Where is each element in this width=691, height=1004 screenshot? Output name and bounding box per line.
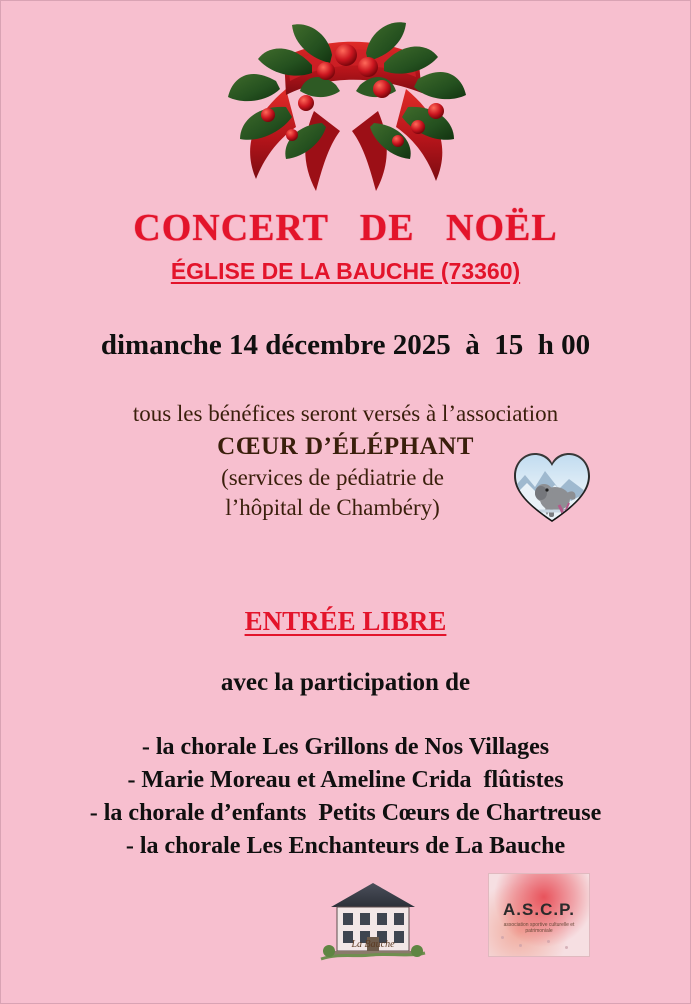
title-block bbox=[1, 206, 690, 285]
heart-icon bbox=[511, 449, 593, 525]
event-date: dimanche 14 décembre 2025 à 15 h 00 bbox=[100, 329, 591, 361]
page-title: CONCERT DE NOËL bbox=[133, 207, 558, 249]
association-detail-2: l’hôpital de Chambéry) bbox=[225, 495, 440, 520]
page-subtitle: ÉGLISE DE LA BAUCHE (73360) bbox=[170, 258, 521, 284]
association-name: CŒUR D’ÉLÉPHANT bbox=[217, 433, 474, 460]
free-entry-label: ENTRÉE LIBRE bbox=[244, 606, 447, 636]
list-item: - la chorale Les Enchanteurs de La Bauche bbox=[125, 833, 566, 859]
ascp-logo bbox=[488, 873, 590, 957]
association-intro: tous les bénéfices seront versés à l’association bbox=[132, 401, 559, 426]
performers-list bbox=[1, 734, 690, 866]
ascp-label: A.S.C.P. bbox=[503, 900, 575, 919]
house-icon bbox=[313, 873, 433, 968]
house-caption: La Bauche bbox=[351, 939, 395, 950]
list-item: - la chorale d’enfants Petits Cœurs de Chartreuse bbox=[89, 800, 602, 826]
association-detail-1: (services de pédiatrie de bbox=[221, 465, 444, 490]
list-item: - la chorale Les Grillons de Nos Villages bbox=[141, 734, 550, 760]
participation-label: avec la participation de bbox=[220, 669, 471, 696]
ascp-subtitle: association sportive culturelle et patrimoniale bbox=[503, 922, 575, 934]
list-item: - Marie Moreau et Ameline Crida flûtistes bbox=[127, 767, 564, 793]
holly-ribbon-icon bbox=[136, 19, 556, 199]
